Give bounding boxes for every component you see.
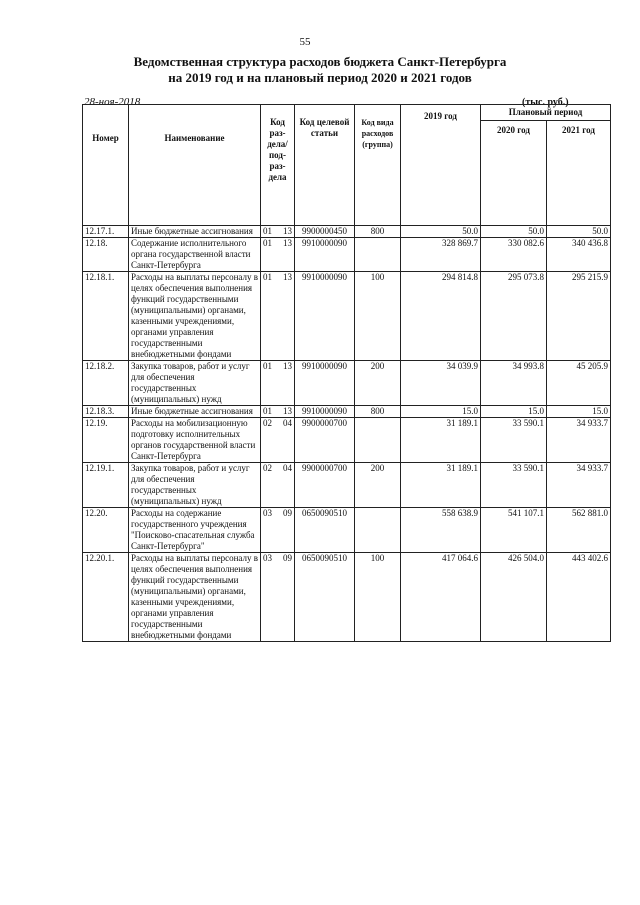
row-expense-type — [355, 418, 401, 463]
units-label: (тыс. руб.) — [522, 97, 569, 108]
row-razdel: 01 — [263, 226, 272, 236]
row-target-code: 9910000090 — [295, 272, 355, 361]
row-value-2020: 33 590.1 — [481, 463, 547, 508]
row-name: Расходы на мобилизационную подготовку исполнительных органов государственной власти Санкт-Петербурга — [129, 418, 261, 463]
row-podrazdel: 04 — [283, 418, 292, 428]
header-2019: 2019 год — [401, 105, 481, 226]
row-razdel: 01 — [263, 406, 272, 416]
header-expense-type: Код вида расходов (группа) — [355, 105, 401, 226]
row-expense-type: 100 — [355, 553, 401, 642]
row-value-2019: 294 814.8 — [401, 272, 481, 361]
table-row — [83, 463, 611, 508]
row-number: 12.20. — [83, 508, 129, 553]
row-section-code — [261, 508, 295, 553]
row-target-code: 9910000090 — [295, 406, 355, 418]
page-title — [40, 54, 600, 86]
row-name: Расходы на выплаты персоналу в целях обеспечения выполнения функций государственными (муниципальными) органами, казенными учреждениями, органами управления государственными внебюджетными фондами — [129, 272, 261, 361]
row-razdel: 01 — [263, 238, 272, 248]
row-name: Иные бюджетные ассигнования — [129, 406, 261, 418]
row-expense-type — [355, 508, 401, 553]
row-expense-type: 800 — [355, 226, 401, 238]
row-number: 12.20.1. — [83, 553, 129, 642]
row-name: Иные бюджетные ассигнования — [129, 226, 261, 238]
row-value-2019: 328 869.7 — [401, 238, 481, 272]
row-number: 12.17.1. — [83, 226, 129, 238]
row-name: Закупка товаров, работ и услуг для обеспечения государственных (муниципальных) нужд — [129, 463, 261, 508]
table-row — [83, 553, 611, 642]
row-podrazdel: 13 — [283, 361, 292, 371]
row-podrazdel: 09 — [283, 508, 292, 518]
row-value-2021: 15.0 — [547, 406, 611, 418]
row-target-code: 0650090510 — [295, 508, 355, 553]
row-target-code: 9900000700 — [295, 418, 355, 463]
row-razdel: 03 — [263, 508, 272, 518]
row-podrazdel: 04 — [283, 463, 292, 473]
row-value-2020: 50.0 — [481, 226, 547, 238]
row-number: 12.18.2. — [83, 361, 129, 406]
row-section-code — [261, 226, 295, 238]
row-value-2021: 34 933.7 — [547, 463, 611, 508]
table-row — [83, 418, 611, 463]
row-number: 12.18.1. — [83, 272, 129, 361]
row-section-code — [261, 553, 295, 642]
row-razdel: 01 — [263, 272, 272, 282]
row-razdel: 01 — [263, 361, 272, 371]
row-value-2019: 31 189.1 — [401, 463, 481, 508]
table-row — [83, 361, 611, 406]
row-razdel: 03 — [263, 553, 272, 563]
header-planned-period: Плановый период — [481, 105, 611, 121]
budget-table — [82, 104, 611, 642]
row-value-2019: 34 039.9 — [401, 361, 481, 406]
header-name: Наименование — [129, 105, 261, 226]
row-target-code: 9910000090 — [295, 238, 355, 272]
header-2020: 2020 год — [481, 121, 547, 226]
row-value-2020: 330 082.6 — [481, 238, 547, 272]
row-expense-type: 100 — [355, 272, 401, 361]
row-number: 12.19.1. — [83, 463, 129, 508]
row-target-code: 0650090510 — [295, 553, 355, 642]
row-value-2021: 443 402.6 — [547, 553, 611, 642]
row-section-code — [261, 238, 295, 272]
row-name: Расходы на выплаты персоналу в целях обеспечения выполнения функций государственными (муниципальными) органами, казенными учреждениями, органами управления государственными внебюджетными фондами — [129, 553, 261, 642]
row-value-2020: 33 590.1 — [481, 418, 547, 463]
row-podrazdel: 13 — [283, 272, 292, 282]
page-number: 55 — [299, 36, 311, 48]
row-section-code — [261, 463, 295, 508]
row-value-2021: 34 933.7 — [547, 418, 611, 463]
row-razdel: 02 — [263, 463, 272, 473]
table-row — [83, 226, 611, 238]
row-expense-type: 200 — [355, 361, 401, 406]
row-value-2020: 295 073.8 — [481, 272, 547, 361]
row-section-code — [261, 418, 295, 463]
row-value-2019: 15.0 — [401, 406, 481, 418]
header-2021: 2021 год — [547, 121, 611, 226]
table-body — [83, 226, 611, 642]
row-number: 12.18. — [83, 238, 129, 272]
row-value-2020: 426 504.0 — [481, 553, 547, 642]
row-podrazdel: 09 — [283, 553, 292, 563]
row-section-code — [261, 361, 295, 406]
table-row — [83, 508, 611, 553]
title-line-2: на 2019 год и на плановый период 2020 и 2021 годов — [168, 70, 472, 85]
table-row — [83, 238, 611, 272]
table-row — [83, 406, 611, 418]
row-podrazdel: 13 — [283, 406, 292, 416]
row-name: Расходы на содержание государственного учреждения "Поисково-спасательная служба Санкт-Петербурга" — [129, 508, 261, 553]
row-value-2019: 417 064.6 — [401, 553, 481, 642]
row-target-code: 9910000090 — [295, 361, 355, 406]
row-name: Содержание исполнительного органа государственной власти Санкт-Петербурга — [129, 238, 261, 272]
row-value-2021: 562 881.0 — [547, 508, 611, 553]
title-line-1: Ведомственная структура расходов бюджета Санкт-Петербурга — [133, 54, 507, 69]
header-target: Код целевой статьи — [295, 105, 355, 226]
row-value-2019: 50.0 — [401, 226, 481, 238]
header-number: Номер — [83, 105, 129, 226]
row-section-code — [261, 406, 295, 418]
header-section: Код раз- дела/ под- раз- дела — [261, 105, 295, 226]
document-date: 28-ноя-2018 — [84, 96, 141, 108]
row-value-2020: 15.0 — [481, 406, 547, 418]
table-row — [83, 272, 611, 361]
row-name: Закупка товаров, работ и услуг для обеспечения государственных (муниципальных) нужд — [129, 361, 261, 406]
row-razdel: 02 — [263, 418, 272, 428]
row-section-code — [261, 272, 295, 361]
row-value-2021: 295 215.9 — [547, 272, 611, 361]
row-value-2020: 541 107.1 — [481, 508, 547, 553]
row-value-2019: 31 189.1 — [401, 418, 481, 463]
row-value-2021: 50.0 — [547, 226, 611, 238]
row-expense-type — [355, 238, 401, 272]
row-value-2021: 340 436.8 — [547, 238, 611, 272]
row-target-code: 9900000700 — [295, 463, 355, 508]
row-podrazdel: 13 — [283, 238, 292, 248]
row-expense-type: 800 — [355, 406, 401, 418]
row-number: 12.18.3. — [83, 406, 129, 418]
row-podrazdel: 13 — [283, 226, 292, 236]
row-target-code: 9900000450 — [295, 226, 355, 238]
row-expense-type: 200 — [355, 463, 401, 508]
row-number: 12.19. — [83, 418, 129, 463]
row-value-2021: 45 205.9 — [547, 361, 611, 406]
row-value-2020: 34 993.8 — [481, 361, 547, 406]
row-value-2019: 558 638.9 — [401, 508, 481, 553]
